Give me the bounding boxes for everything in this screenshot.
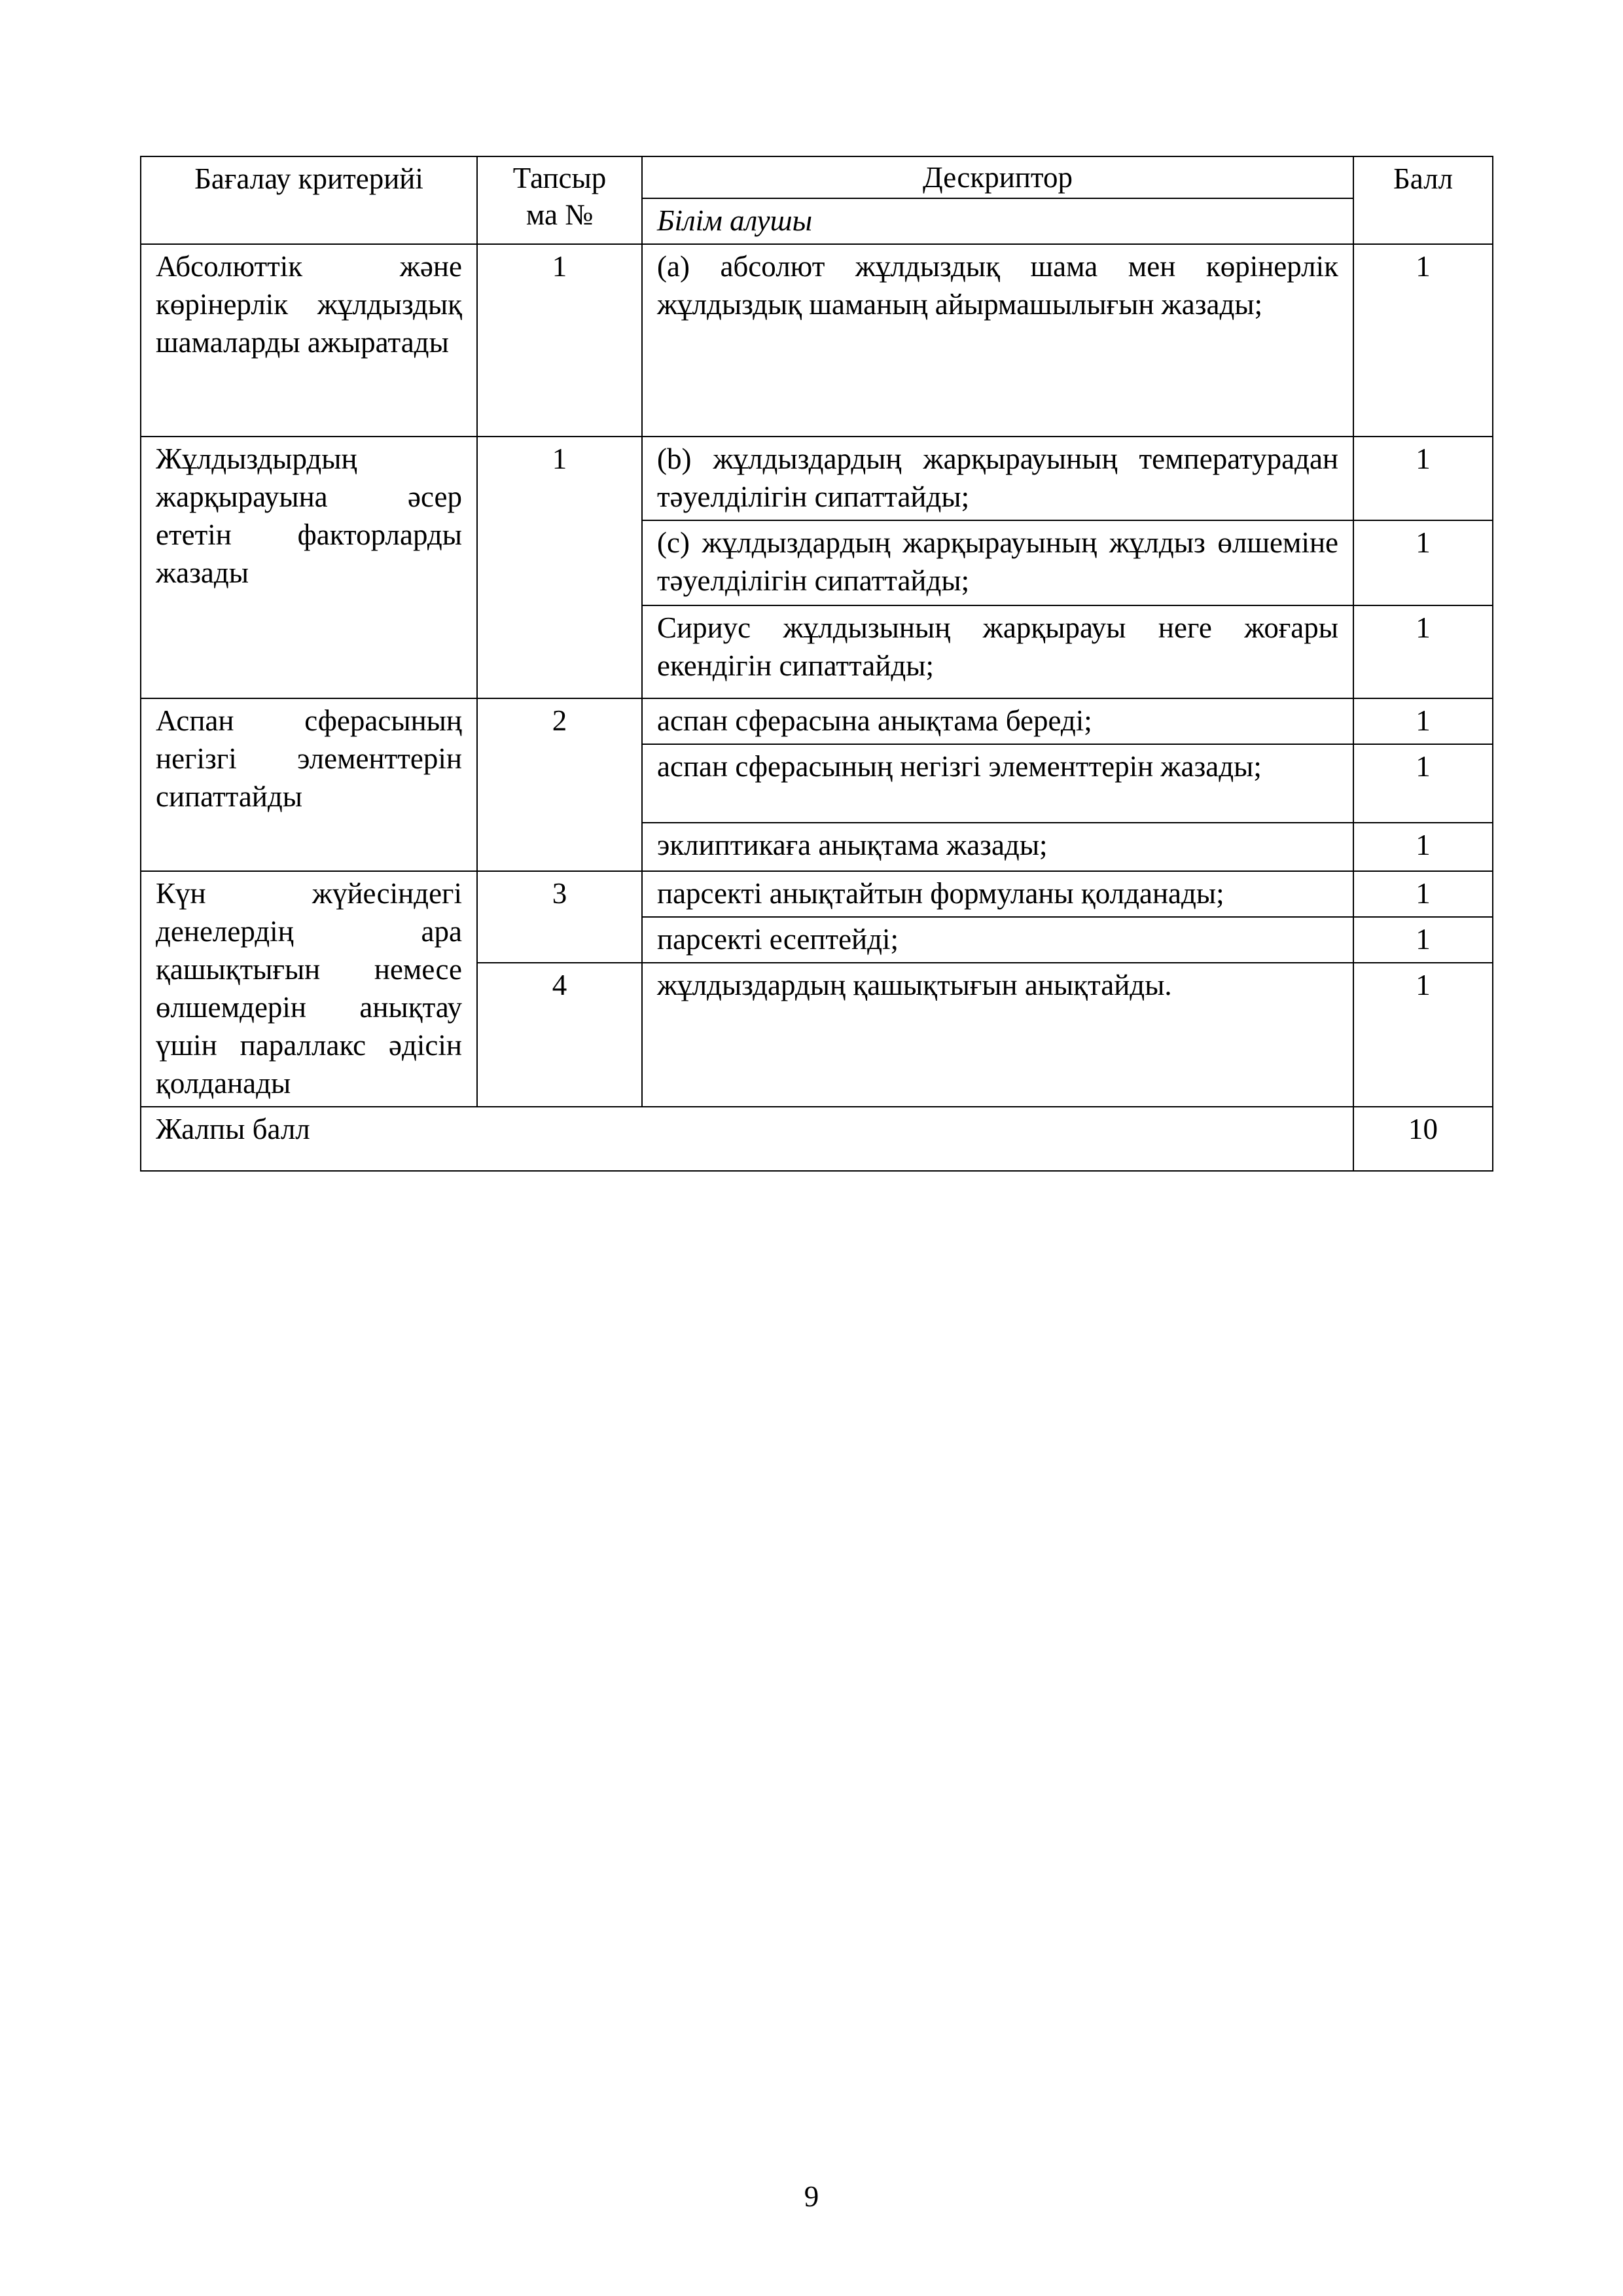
header-row (141, 156, 1493, 198)
descriptor-cell: парсекті анықтайтын формуланы қолданады; (642, 871, 1353, 917)
score-cell: 1 (1353, 871, 1493, 917)
task-header-line2: ма № (526, 198, 594, 231)
descriptor-cell: (b) жұлдыздардың жарқырауының температурадан тәуелділігін сипаттайды; (642, 437, 1353, 520)
descriptor-cell: аспан сферасына анықтама береді; (642, 698, 1353, 744)
descriptor-cell: (c) жұлдыздардың жарқырауының жұлдыз өлшеміне тәуелділігін сипаттайды; (642, 520, 1353, 605)
criterion-cell: Абсолюттік және көрінерлік жұлдыздық шамаларды ажыратады (141, 244, 477, 437)
score-cell: 1 (1353, 244, 1493, 437)
descriptor-cell: (a) абсолют жұлдыздық шама мен көрінерлік жұлдыздық шаманың айырмашылығын жазады; (642, 244, 1353, 437)
table-row (141, 698, 1493, 744)
descriptor-subheader: Білім алушы (642, 198, 1353, 244)
descriptor-cell: жұлдыздардың қашықтығын анықтайды. (642, 963, 1353, 1107)
descriptor-cell: Сириус жұлдызының жарқырауы неге жоғары екендігін сипаттайды; (642, 605, 1353, 698)
task-number-cell: 4 (477, 963, 642, 1107)
total-row (141, 1107, 1493, 1171)
page-number: 9 (804, 2180, 819, 2213)
table-row (141, 871, 1493, 917)
score-cell: 1 (1353, 744, 1493, 823)
score-cell: 1 (1353, 605, 1493, 698)
score-cell: 1 (1353, 520, 1493, 605)
criterion-cell: Күн жүйесіндегі денелердің ара қашықтығын немесе өлшемдерін анықтау үшін параллакс әдісін қолданады (141, 871, 477, 1107)
criterion-header: Бағалау критерийі (141, 156, 477, 244)
task-number-cell: 3 (477, 871, 642, 963)
task-number-cell: 2 (477, 698, 642, 871)
score-cell: 1 (1353, 823, 1493, 871)
score-cell: 1 (1353, 698, 1493, 744)
table-row (141, 437, 1493, 520)
task-number-cell: 1 (477, 437, 642, 698)
descriptor-cell: эклиптикаға анықтама жазады; (642, 823, 1353, 871)
score-header: Балл (1353, 156, 1493, 244)
criterion-cell: Аспан сферасының негізгі элементтерін сипаттайды (141, 698, 477, 871)
descriptor-cell: парсекті есептейді; (642, 917, 1353, 963)
task-number-header (477, 156, 642, 244)
score-cell: 1 (1353, 437, 1493, 520)
score-cell: 1 (1353, 917, 1493, 963)
score-cell: 1 (1353, 963, 1493, 1107)
table-row (141, 244, 1493, 437)
task-number-cell: 1 (477, 244, 642, 437)
descriptor-cell: аспан сферасының негізгі элементтерін жазады; (642, 744, 1353, 823)
total-value: 10 (1353, 1107, 1493, 1171)
task-header-line1: Тапсыр (512, 162, 607, 194)
assessment-rubric-table (140, 156, 1493, 1172)
total-label: Жалпы балл (141, 1107, 1353, 1171)
descriptor-header: Дескриптор (642, 156, 1353, 198)
criterion-cell: Жұлдыздырдың жарқырауына әсер ететін факторларды жазады (141, 437, 477, 698)
